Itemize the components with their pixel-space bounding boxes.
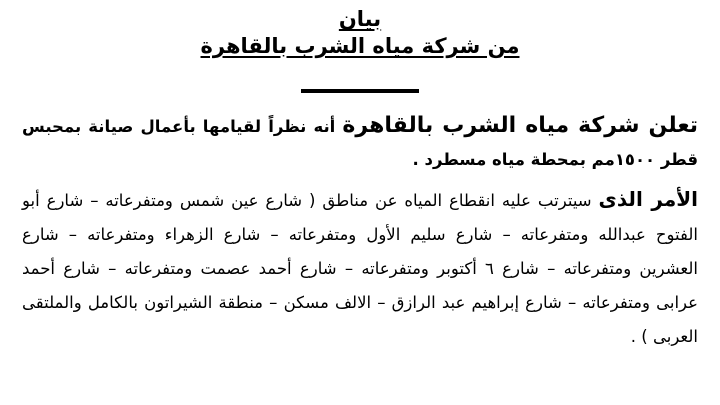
announcement-text: أنه نظراً لقيامها بأعمال صيانة بمحبس قطر ١٥٠٠مم بمحطة مياه مسطرد . xyxy=(22,117,698,169)
title-divider xyxy=(301,89,419,93)
document-title: بيان xyxy=(338,7,382,31)
announcement-lead: تعلن شركة مياه الشرب بالقاهرة xyxy=(342,113,698,138)
affected-areas-lead: الأمر الذى xyxy=(598,187,698,211)
document-subtitle: من شركة مياه الشرب بالقاهرة xyxy=(200,34,520,58)
affected-areas-paragraph xyxy=(22,182,698,354)
announcement-paragraph xyxy=(22,109,698,176)
affected-areas-text: سيترتب عليه انقطاع المياه عن مناطق ( شارع عين شمس ومتفرعاته – شارع أبو الفتوح عبدالله ومتفرعاته – شارع سليم الأول ومتفرعاته – شارع الزهراء ومتفرعاته – شارع العشرين ومتفرعاته – شارع ٦ أكتوبر ومتفرعاته – شارع أحمد عصمت ومتفرعاته – شارع أحمد عرابى ومتفرعاته – شارع إبراهيم عبد الرازق – الالف مسكن – منطقة الشيراتون بالكامل والملتقى العربى ) . xyxy=(22,191,698,346)
